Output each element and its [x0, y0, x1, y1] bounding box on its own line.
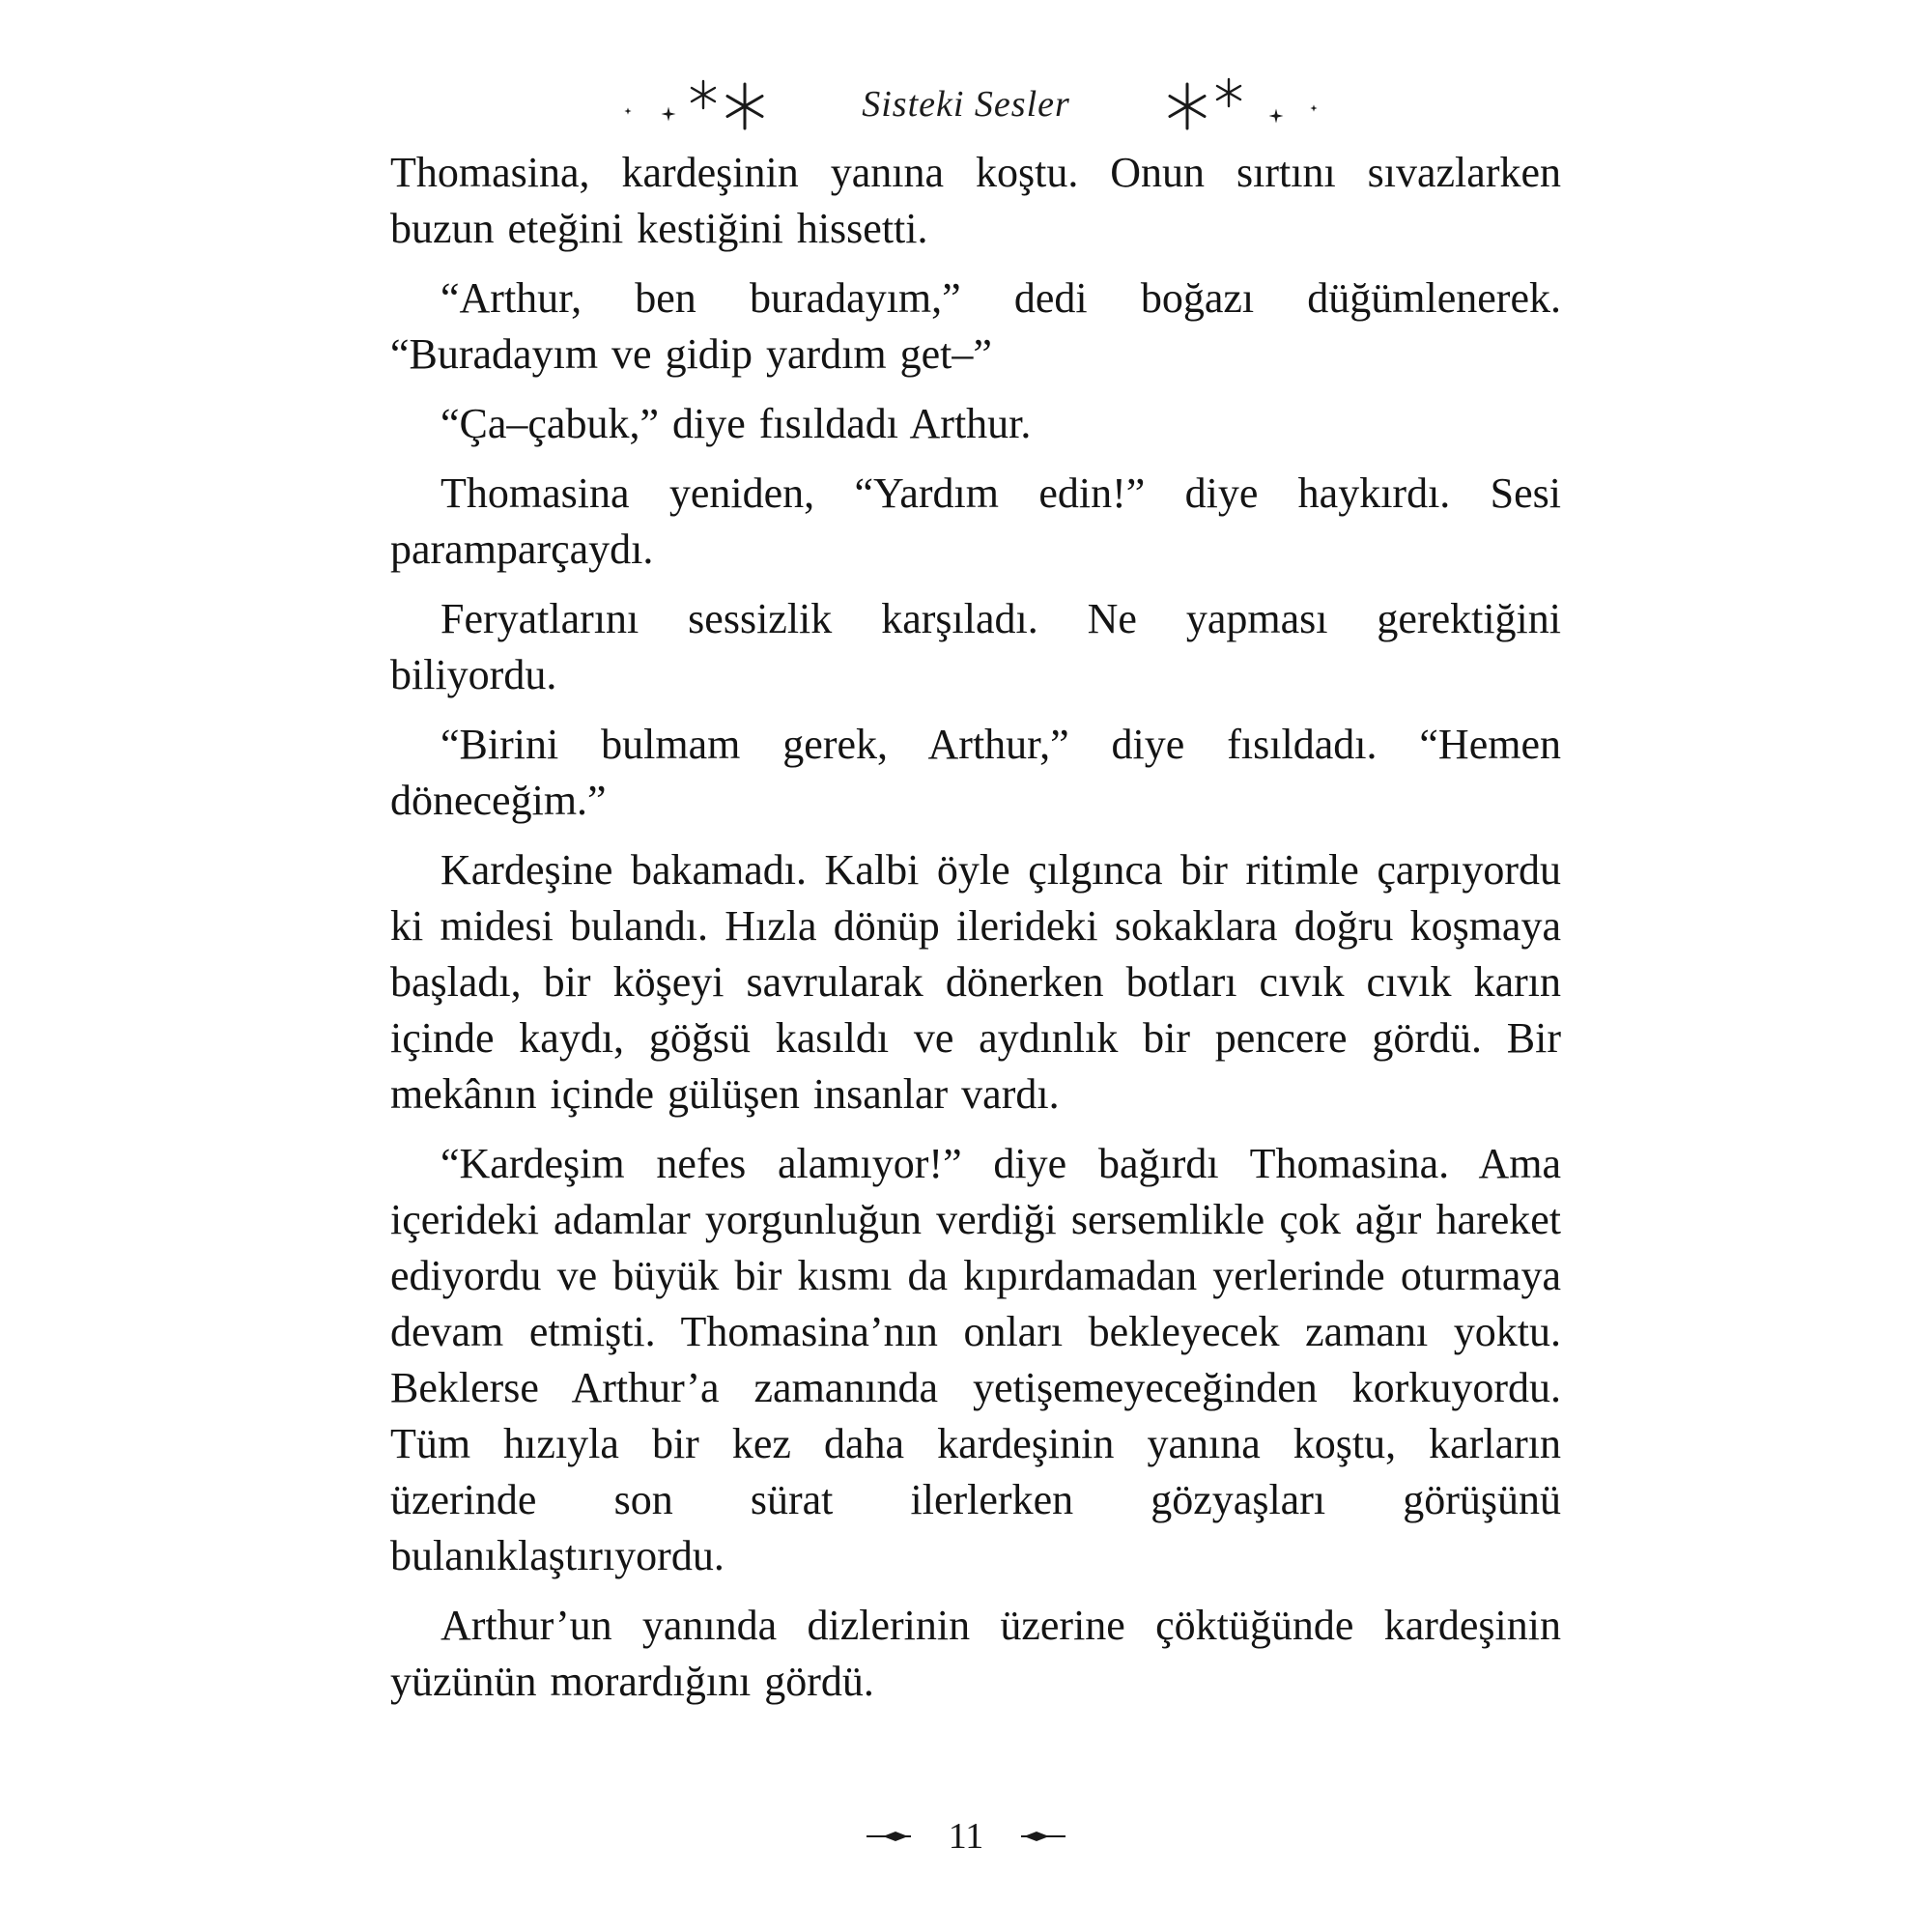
- chapter-header: [0, 0, 1932, 145]
- sparkle-small-star-icon: [1268, 108, 1284, 124]
- diamond-dash-left-icon: [866, 1830, 912, 1843]
- sparkle-dot-icon: [624, 107, 632, 115]
- paragraph: Arthur’un yanında dizlerinin üzerine çöktüğünde kardeşinin yüzünün morardığını gördü.: [390, 1602, 1561, 1705]
- paragraph: “Ça–çabuk,” diye fısıldadı Arthur.: [440, 400, 1032, 447]
- sparkle-large-star-icon: [724, 82, 766, 130]
- paragraph: Thomasina, kardeşinin yanına koştu. Onun sırtını sıvazlarken buzun eteğini kestiğini hissetti.: [390, 149, 1561, 252]
- page-number: 11: [948, 1816, 984, 1857]
- paragraph: Thomasina yeniden, “Yardım edin!” diye haykırdı. Sesi paramparçaydı.: [390, 469, 1561, 573]
- sparkle-large-star-icon: [1166, 82, 1208, 130]
- paragraph: “Birini bulmam gerek, Arthur,” diye fısıldadı. “Hemen döneceğim.”: [390, 721, 1561, 824]
- diamond-dash-right-icon: [1020, 1830, 1066, 1843]
- page-footer: [0, 1818, 1932, 1855]
- body-text: [390, 145, 1561, 1723]
- paragraph: “Arthur, ben buradayım,” dedi boğazı düğümlenerek. “Buradayım ve gidip yardım get–”: [390, 274, 1561, 378]
- paragraph: Feryatlarını sessizlik karşıladı. Ne yapması gerektiğini biliyordu.: [390, 595, 1561, 698]
- chapter-title: Sisteki Sesler: [862, 84, 1070, 125]
- sparkle-medium-star-icon: [1214, 77, 1243, 108]
- paragraph: Kardeşine bakamadı. Kalbi öyle çılgınca bir ritimle çarpıyordu ki midesi bulandı. Hızla dönüp ilerideki sokaklara doğru koşmaya başladı, bir köşeyi savrularak dönerken botları cıvık cıvık karın içinde kaydı, göğsü kasıldı ve aydınlık bir pencere gördü. Bir mekânın içinde gülüşen insanlar vardı.: [390, 846, 1561, 1118]
- paragraph: “Kardeşim nefes alamıyor!” diye bağırdı Thomasina. Ama içerideki adamlar yorgunluğun verdiği sersemlikle çok ağır hareket ediyordu ve büyük bir kısmı da kıpırdamadan yerlerinde oturmaya devam etmişti. Thomasina’nın onları bekleyecek zamanı yoktu. Beklerse Arthur’a zamanında yetişemeyeceğinden korkuyordu. Tüm hızıyla bir kez daha kardeşinin yanına koştu, karların üzerinde son sürat ilerlerken gözyaşları görüşünü bulanıklaştırıyordu.: [390, 1140, 1561, 1579]
- sparkle-small-star-icon: [661, 106, 676, 122]
- sparkle-dot-icon: [1310, 104, 1318, 112]
- sparkle-medium-star-icon: [689, 79, 718, 110]
